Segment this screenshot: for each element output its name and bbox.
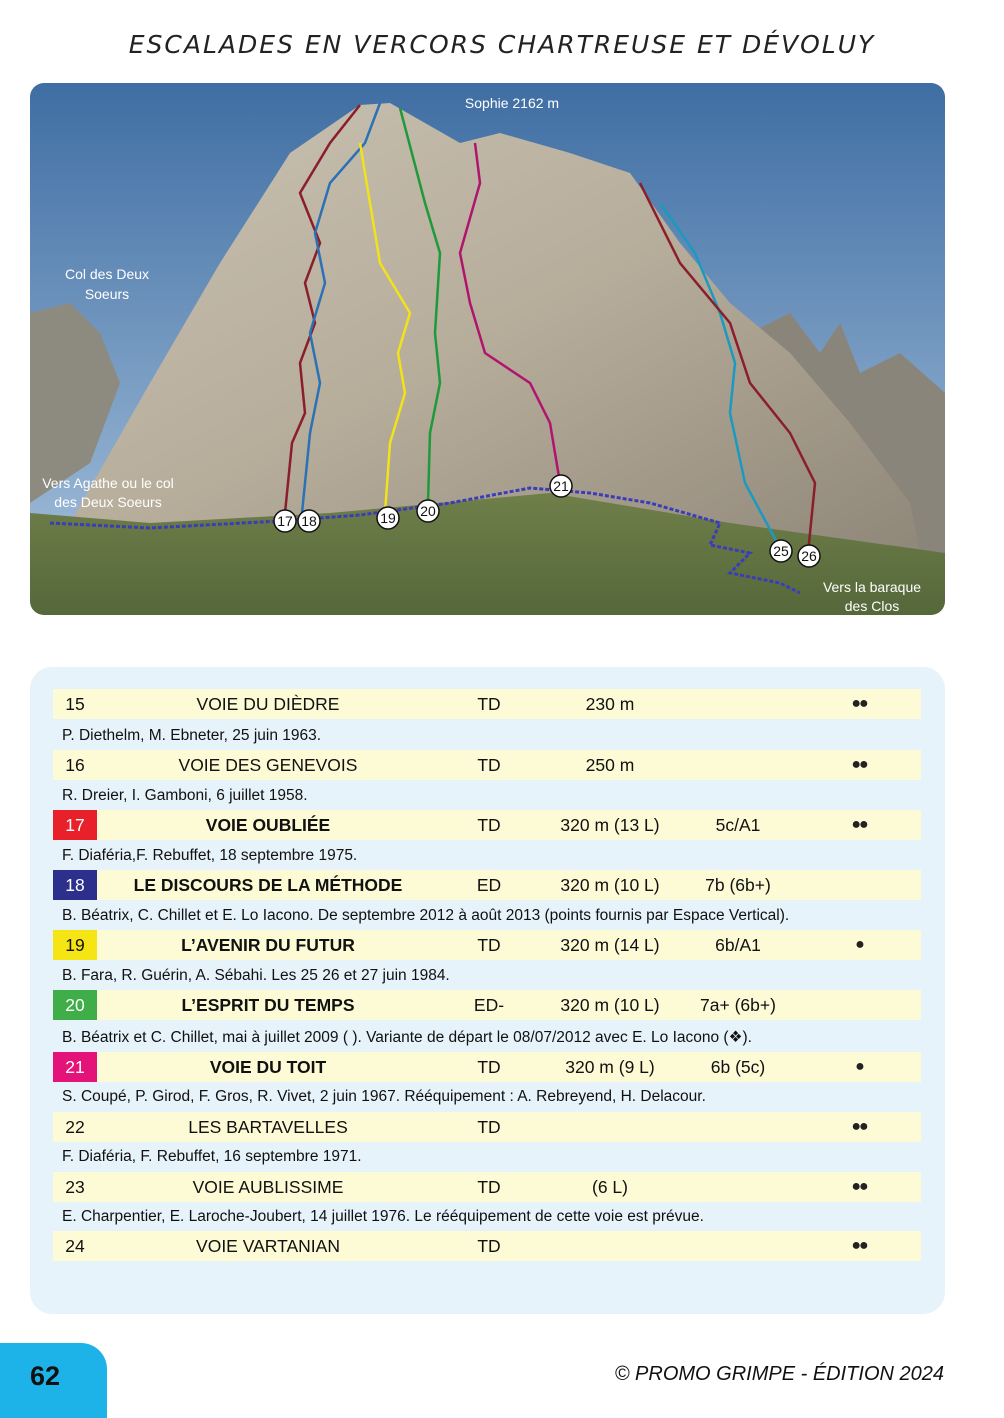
route-row-21 [53,1052,921,1082]
route-marker-20 [417,500,439,522]
agathe-label-line2: des Deux Soeurs [54,494,162,510]
route-marker-25 [770,540,792,562]
route-info-17: F. Diaféria,F. Rebuffet, 18 septembre 1975. [62,847,358,864]
route-info-15: P. Diethelm, M. Ebneter, 25 juin 1963. [62,727,322,744]
routes-table [30,667,945,1314]
route-number: 23 [65,1177,85,1197]
svg-text:26: 26 [801,548,817,564]
route-row-16 [53,750,921,780]
route-row-24 [53,1231,921,1261]
route-length: 320 m (10 L) [560,875,660,895]
route-length: 250 m [585,755,635,775]
route-number: 18 [53,870,97,900]
route-length: (6 L) [592,1177,628,1197]
route-name: LE DISCOURS DE LA MÉTHODE [133,875,403,895]
route-marker-18 [298,510,320,532]
route-number: 17 [53,810,97,840]
route-name: L’AVENIR DU FUTUR [181,935,355,955]
route-marker-26 [798,545,820,567]
svg-text:19: 19 [380,510,396,526]
route-name: VOIE DU DIÈDRE [196,694,340,714]
route-name: VOIE DES GENEVOIS [178,755,358,775]
route-row-18 [53,870,921,900]
route-marker-17 [274,510,296,532]
route-number: 21 [53,1052,97,1082]
route-length: 320 m (10 L) [560,995,660,1015]
page-number-tab [0,1343,107,1418]
route-difficulty: 7a+ (6b+) [700,995,776,1015]
route-name: L’ESPRIT DU TEMPS [181,995,355,1015]
route-number: 15 [65,694,85,714]
route-number: 24 [65,1236,85,1256]
route-rating: ●● [851,1178,867,1195]
route-grade: ED- [473,995,505,1015]
route-grade: TD [477,1177,501,1197]
route-difficulty: 6b/A1 [715,935,761,955]
route-number: 22 [65,1117,85,1137]
route-length: 320 m (9 L) [565,1057,655,1077]
route-length: 230 m [585,694,635,714]
col-label-line2: Soeurs [84,286,130,302]
route-rating: ●● [851,756,867,773]
route-number: 19 [53,930,97,960]
route-rating: ● [855,936,863,953]
route-row-19 [53,930,921,960]
route-difficulty: 6b (5c) [710,1057,766,1077]
route-grade: TD [477,1117,501,1137]
route-grade: TD [477,755,501,775]
route-row-17 [53,810,921,840]
route-row-23 [53,1172,921,1202]
route-rating: ●● [851,1118,867,1135]
cliff-photo-topo [30,83,945,615]
route-row-22 [53,1112,921,1142]
route-name: VOIE OUBLIÉE [205,815,331,835]
clos-label-line1: Vers la baraque [822,579,922,595]
route-grade: TD [477,694,501,714]
svg-text:21: 21 [553,478,569,494]
svg-text:25: 25 [773,543,789,559]
route-name: VOIE DU TOIT [209,1057,327,1077]
route-difficulty: 5c/A1 [715,815,761,835]
svg-text:20: 20 [420,503,436,519]
page-number: 62 [30,1361,61,1391]
route-info-18: B. Béatrix, C. Chillet et E. Lo Iacono. De septembre 2012 à août 2013 (points fournis par Espace Vertical). [62,907,790,924]
route-grade: TD [477,1057,501,1077]
route-marker-19 [377,507,399,529]
agathe-label-line1: Vers Agathe ou le col [42,475,174,491]
route-grade: ED [476,875,502,895]
route-grade: TD [477,1236,501,1256]
route-rating: ● [855,1058,863,1075]
footer-copyright: © PROMO GRIMPE - ÉDITION 2024 [614,1363,944,1385]
route-info-20: B. Béatrix et C. Chillet, mai à juillet 2009 ( ). Variante de départ le 08/07/2012 avec E. Lo Iacono (❖). [62,1029,752,1046]
route-length: 320 m (13 L) [560,815,660,835]
page-header-title: ESCALADES EN VERCORS CHARTREUSE ET DÉVOLUY [128,30,876,59]
route-rating: ●● [851,1237,867,1254]
topo-illustration [30,83,945,615]
route-rating: ●● [851,695,867,712]
route-length: 320 m (14 L) [560,935,660,955]
route-number: 20 [53,990,97,1020]
route-info-23: E. Charpentier, E. Laroche-Joubert, 14 juillet 1976. Le rééquipement de cette voie est prévue. [62,1208,704,1225]
route-info-22: F. Diaféria, F. Rebuffet, 16 septembre 1971. [62,1148,362,1165]
route-grade: TD [477,815,501,835]
route-row-20 [53,990,921,1020]
route-grade: TD [477,935,501,955]
col-label-line1: Col des Deux [64,266,150,282]
route-name: VOIE VARTANIAN [196,1236,340,1256]
route-marker-21 [550,475,572,497]
svg-text:17: 17 [277,513,293,529]
route-info-19: B. Fara, R. Guérin, A. Sébahi. Les 25 26 et 27 juin 1984. [62,967,450,984]
route-difficulty: 7b (6b+) [705,875,771,895]
svg-text:18: 18 [301,513,317,529]
route-info-16: R. Dreier, I. Gamboni, 6 juillet 1958. [62,787,308,804]
summit-label: Sophie 2162 m [464,95,560,111]
route-name: LES BARTAVELLES [188,1117,348,1137]
route-info-21: S. Coupé, P. Girod, F. Gros, R. Vivet, 2 juin 1967. Rééquipement : A. Rebreyend, H. Delacour. [62,1088,706,1105]
route-rating: ●● [851,816,867,833]
route-row-15 [53,689,921,719]
route-name: VOIE AUBLISSIME [192,1177,344,1197]
clos-label-line2: des Clos [844,598,900,614]
route-number: 16 [65,755,85,775]
